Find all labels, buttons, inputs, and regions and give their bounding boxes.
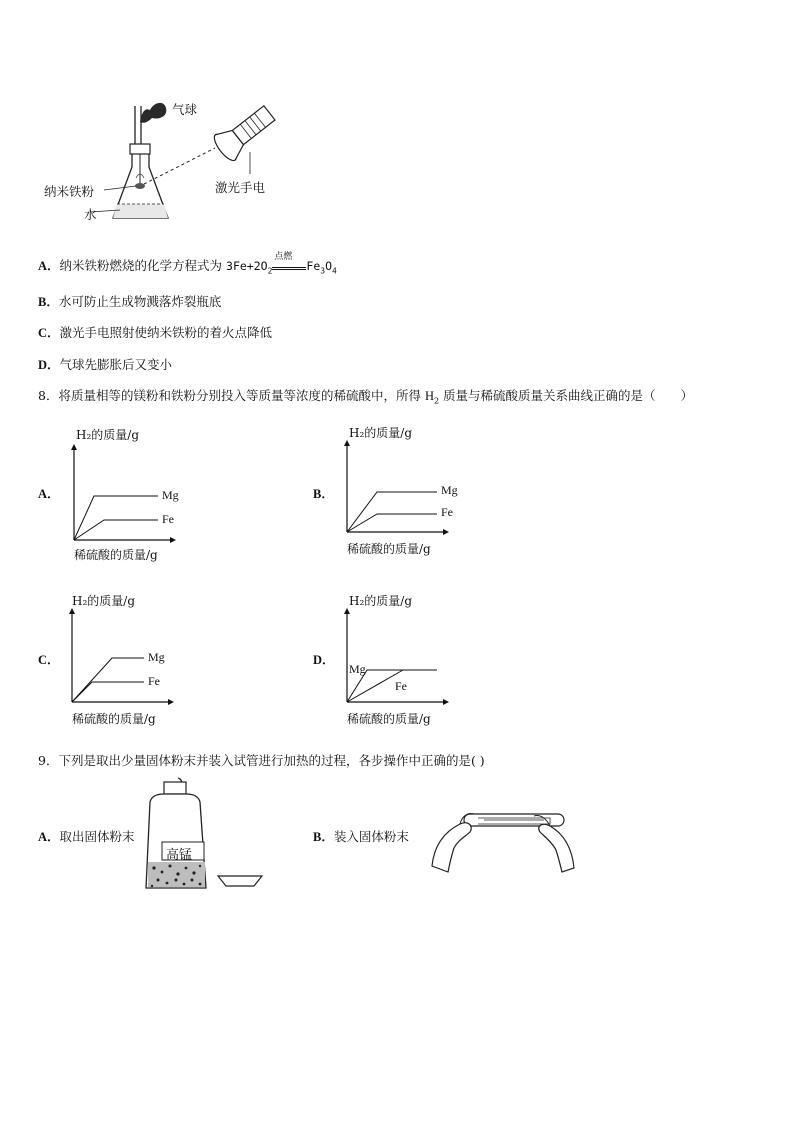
test-tube-hands-figure	[424, 796, 584, 876]
series-label-mg: Mg	[441, 483, 458, 497]
option-b-text: 水可防止生成物溅落炸裂瓶底	[58, 294, 222, 309]
bottle-label: 高锰	[166, 848, 193, 863]
option-letter: A．	[38, 259, 60, 273]
option-a-text: 取出固体粉末	[59, 829, 135, 844]
flashlight-label: 激光手电	[215, 180, 266, 195]
option-letter: B．	[38, 295, 59, 309]
q8-stem: 8．将质量相等的镁粉和铁粉分别投入等质量等浓度的稀硫酸中，所得 $H_2$ 质量与稀硫酸质量关系曲线正确的是（ ）	[38, 388, 694, 406]
q8-option-a[interactable]	[38, 420, 238, 570]
q7-option-b[interactable]	[38, 292, 221, 310]
mg-line	[72, 658, 144, 702]
series-label-fe: Fe	[441, 505, 453, 519]
q8-option-d[interactable]	[313, 586, 513, 736]
option-letter: A．	[38, 830, 60, 844]
option-c-text: 激光手电照射使纳米铁粉的着火点降低	[59, 325, 273, 340]
series-label-fe: Fe	[395, 679, 407, 693]
y-axis-label: H₂的质量/g	[349, 594, 413, 608]
chart-b-plot	[341, 440, 451, 536]
option-letter: B．	[313, 487, 334, 501]
option-d-text: 气球先膨胀后又变小	[59, 357, 173, 372]
option-a-text: 纳米铁粉燃烧的化学方程式为	[59, 258, 227, 273]
option-letter: D．	[38, 358, 60, 372]
y-axis-label: H₂的质量/g	[72, 594, 136, 608]
x-axis-label: 稀硫酸的质量/g	[347, 542, 431, 556]
x-axis-label: 稀硫酸的质量/g	[347, 712, 431, 726]
y-axis-label: H₂的质量/g	[349, 426, 413, 440]
q9-option-b[interactable]	[313, 827, 409, 845]
mg-line	[347, 492, 437, 532]
nano-iron-label: 纳米铁粉	[44, 184, 95, 199]
x-axis-label: 稀硫酸的质量/g	[74, 548, 158, 562]
fe-line	[347, 514, 437, 532]
q8-option-c[interactable]	[38, 586, 238, 736]
q8-option-b[interactable]	[313, 416, 513, 566]
option-letter: C．	[38, 653, 60, 667]
q7-option-c[interactable]	[38, 323, 272, 341]
option-b-text: 装入固体粉末	[333, 829, 409, 844]
x-axis-label: 稀硫酸的质量/g	[72, 712, 156, 726]
y-axis-label: H₂的质量/g	[76, 428, 140, 442]
series-label-mg: Mg	[162, 488, 179, 502]
series-label-mg: Mg	[349, 662, 366, 676]
equation: $3Fe+2O_2$ 点燃 $Fe_3O_4$	[226, 252, 337, 276]
balloon-label: 气球	[172, 102, 198, 117]
q7-option-a[interactable]	[38, 252, 337, 276]
series-label-fe: Fe	[148, 674, 160, 688]
option-letter: B．	[313, 830, 334, 844]
reagent-bottle-figure	[140, 776, 270, 894]
option-letter: A．	[38, 487, 60, 501]
water-label: 水	[84, 207, 97, 222]
option-letter: C．	[38, 326, 60, 340]
series-label-mg: Mg	[148, 650, 165, 664]
q9-option-a[interactable]	[38, 827, 135, 845]
series-label-fe: Fe	[162, 512, 174, 526]
mg-line	[74, 496, 158, 540]
q9-stem: 9．下列是取出少量固体粉末并装入试管进行加热的过程，各步操作中正确的是( )	[38, 753, 485, 768]
fe-line	[72, 682, 144, 702]
q7-option-d[interactable]	[38, 355, 172, 373]
option-letter: D．	[313, 653, 335, 667]
fe-line	[74, 520, 158, 540]
